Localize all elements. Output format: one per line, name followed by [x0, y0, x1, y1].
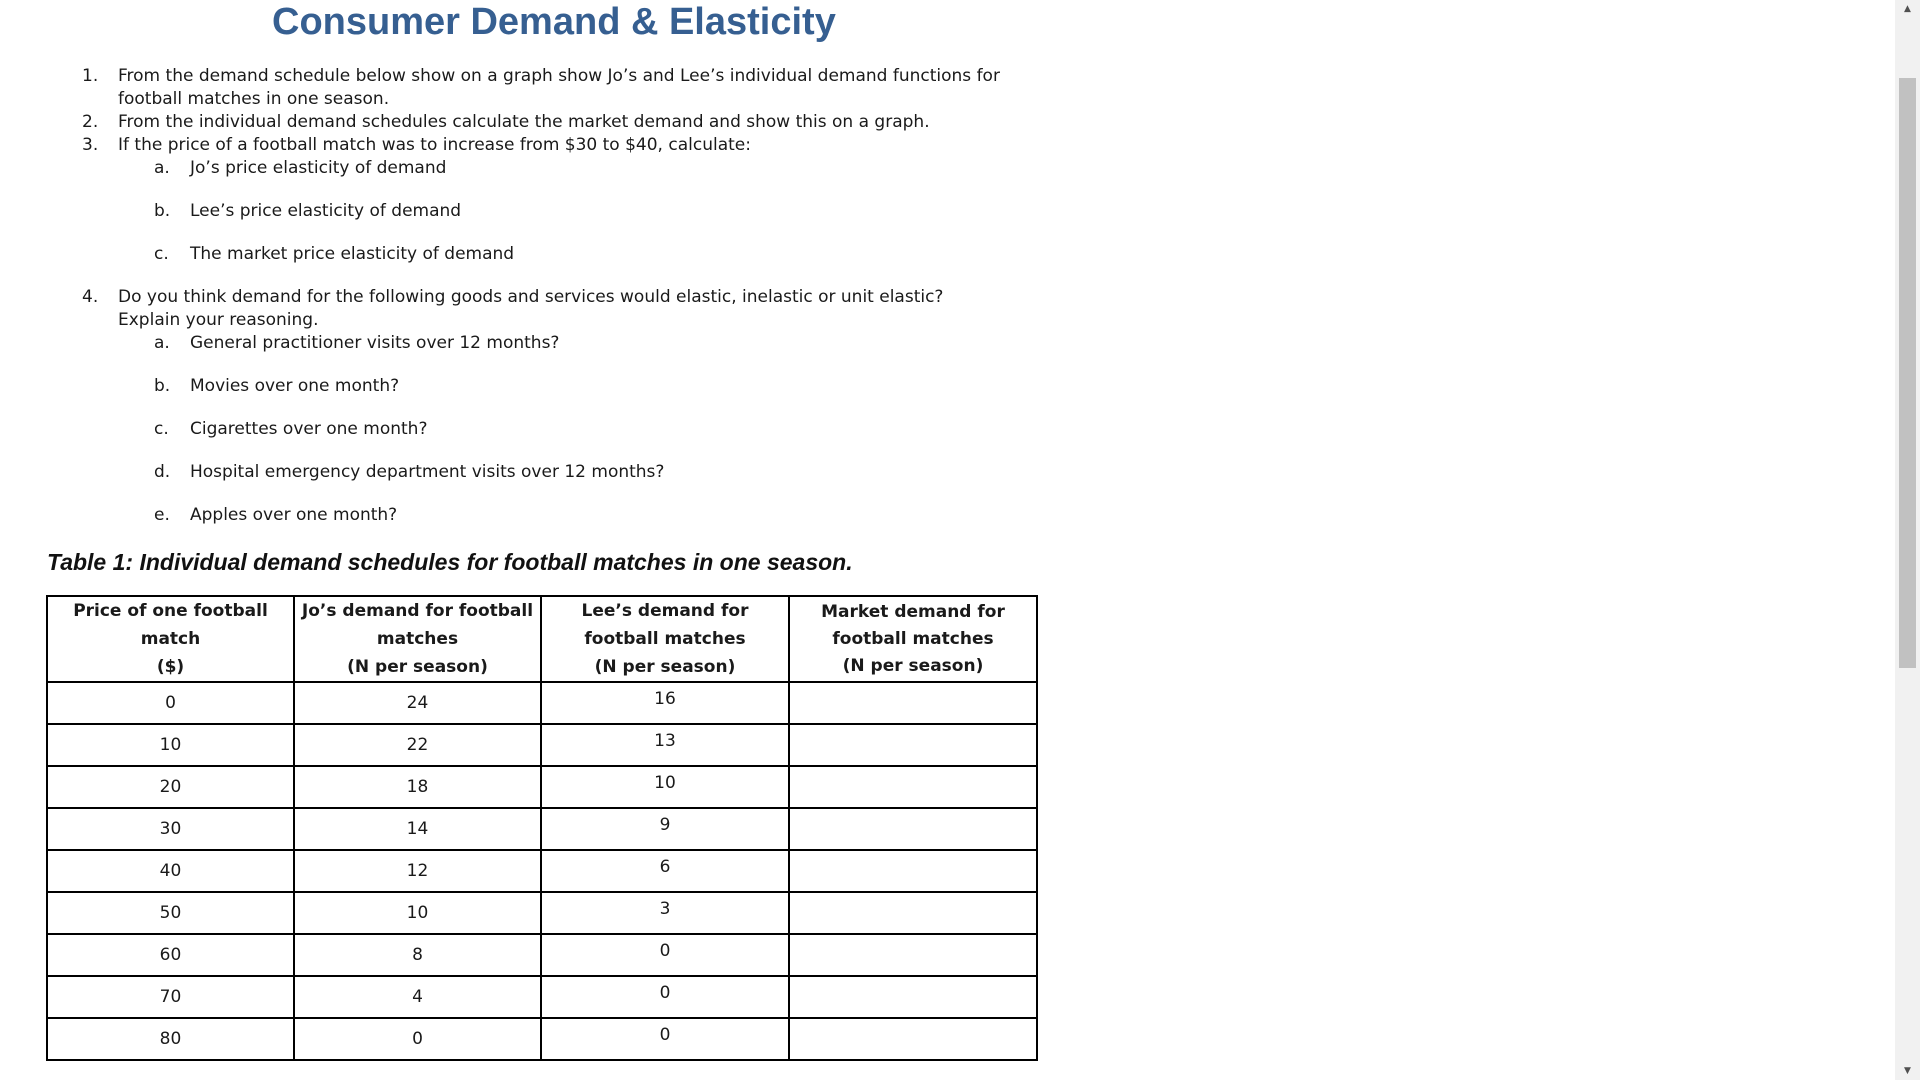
table-row: [47, 892, 1037, 934]
cell-market[interactable]: [789, 934, 1037, 976]
cell-jo: 4: [294, 976, 541, 1018]
cell-lee: 0: [541, 934, 789, 976]
q4-text-line1: Do you think demand for the following goods and services would elastic, inelastic or unit elastic?: [118, 287, 944, 307]
cell-price: 60: [47, 934, 294, 976]
cell-price: 50: [47, 892, 294, 934]
q4a-letter: a.: [154, 333, 170, 353]
table-row: [47, 724, 1037, 766]
cell-market[interactable]: [789, 1018, 1037, 1060]
cell-market[interactable]: [789, 682, 1037, 724]
header-price-line1: Price of one football: [73, 601, 268, 621]
cell-jo: 8: [294, 934, 541, 976]
header-market-demand: [789, 596, 1037, 682]
q2-number: 2.: [82, 112, 99, 132]
cell-price: 10: [47, 724, 294, 766]
q3a-text: Jo’s price elasticity of demand: [190, 158, 447, 178]
header-market-line3: (N per season): [842, 655, 984, 676]
cell-market[interactable]: [789, 976, 1037, 1018]
header-market-line2: football matches: [832, 628, 994, 649]
cell-lee: 0: [541, 976, 789, 1018]
cell-price: 70: [47, 976, 294, 1018]
table-caption: Table 1: Individual demand schedules for football matches in one season.: [47, 549, 853, 575]
cell-lee: 9: [541, 808, 789, 850]
cell-lee: 0: [541, 1018, 789, 1060]
table-row: [47, 682, 1037, 724]
cell-lee: 10: [541, 766, 789, 808]
cell-lee: 6: [541, 850, 789, 892]
cell-price: 40: [47, 850, 294, 892]
scrollbar-thumb[interactable]: [1899, 78, 1916, 668]
cell-market[interactable]: [789, 724, 1037, 766]
vertical-scrollbar[interactable]: [1895, 0, 1920, 1080]
header-jo-demand: [294, 596, 541, 682]
header-price-line2: match: [140, 629, 201, 649]
cell-jo: 14: [294, 808, 541, 850]
cell-market[interactable]: [789, 808, 1037, 850]
header-lee-demand: [541, 596, 789, 682]
q3c-letter: c.: [154, 244, 169, 264]
page-title: Consumer Demand & Elasticity: [272, 1, 836, 43]
q3b-text: Lee’s price elasticity of demand: [190, 201, 462, 221]
q1-number: 1.: [82, 66, 99, 86]
cell-price: 20: [47, 766, 294, 808]
cell-price: 80: [47, 1018, 294, 1060]
q3-number: 3.: [82, 135, 99, 155]
q2-text: From the individual demand schedules calculate the market demand and show this on a graph.: [118, 112, 930, 132]
q4-text-line2: Explain your reasoning.: [118, 310, 319, 330]
q4c-letter: c.: [154, 419, 169, 439]
header-jo-line1: Jo’s demand for football: [301, 601, 534, 621]
cell-jo: 18: [294, 766, 541, 808]
cell-lee: 13: [541, 724, 789, 766]
q4e-letter: e.: [154, 505, 170, 525]
table-row: [47, 850, 1037, 892]
cell-lee: 3: [541, 892, 789, 934]
cell-market[interactable]: [789, 766, 1037, 808]
table-header-row: [47, 596, 1037, 682]
header-lee-line1: Lee’s demand for: [581, 601, 749, 621]
q1-text-line1: From the demand schedule below show on a graph show Jo’s and Lee’s individual demand functions for: [118, 66, 1000, 86]
q3c-text: The market price elasticity of demand: [190, 244, 515, 264]
q4e-text: Apples over one month?: [190, 505, 398, 525]
table-row: [47, 934, 1037, 976]
cell-jo: 12: [294, 850, 541, 892]
cell-market[interactable]: [789, 850, 1037, 892]
cell-price: 30: [47, 808, 294, 850]
table-row: [47, 976, 1037, 1018]
cell-jo: 24: [294, 682, 541, 724]
cell-market[interactable]: [789, 892, 1037, 934]
cell-jo: 0: [294, 1018, 541, 1060]
q3-text: If the price of a football match was to increase from $30 to $40, calculate:: [118, 135, 751, 155]
header-price: [47, 596, 294, 682]
q4b-letter: b.: [154, 376, 171, 396]
q3a-letter: a.: [154, 158, 170, 178]
q4d-letter: d.: [154, 462, 171, 482]
q4a-text: General practitioner visits over 12 months?: [190, 333, 560, 353]
q4d-text: Hospital emergency department visits over 12 months?: [190, 462, 665, 482]
header-jo-line2: matches: [376, 629, 459, 649]
q4b-text: Movies over one month?: [190, 376, 400, 396]
table-row: [47, 808, 1037, 850]
cell-price: 0: [47, 682, 294, 724]
header-market-line1: Market demand for: [821, 601, 1005, 622]
table-row: [47, 1018, 1037, 1060]
table-row: [47, 766, 1037, 808]
q4c-text: Cigarettes over one month?: [190, 419, 428, 439]
header-jo-line3: (N per season): [347, 657, 488, 677]
header-price-line3: ($): [156, 657, 185, 677]
q3b-letter: b.: [154, 201, 171, 221]
scroll-up-arrow-icon[interactable]: ▲: [1904, 4, 1911, 14]
cell-jo: 22: [294, 724, 541, 766]
demand-schedule-table: [46, 595, 1038, 1061]
q4-number: 4.: [82, 287, 99, 307]
scroll-down-arrow-icon[interactable]: ▼: [1904, 1066, 1911, 1076]
cell-jo: 10: [294, 892, 541, 934]
header-lee-line2: football matches: [584, 629, 746, 649]
cell-lee: 16: [541, 682, 789, 724]
header-lee-line3: (N per season): [594, 657, 736, 677]
q1-text-line2: football matches in one season.: [118, 89, 390, 109]
